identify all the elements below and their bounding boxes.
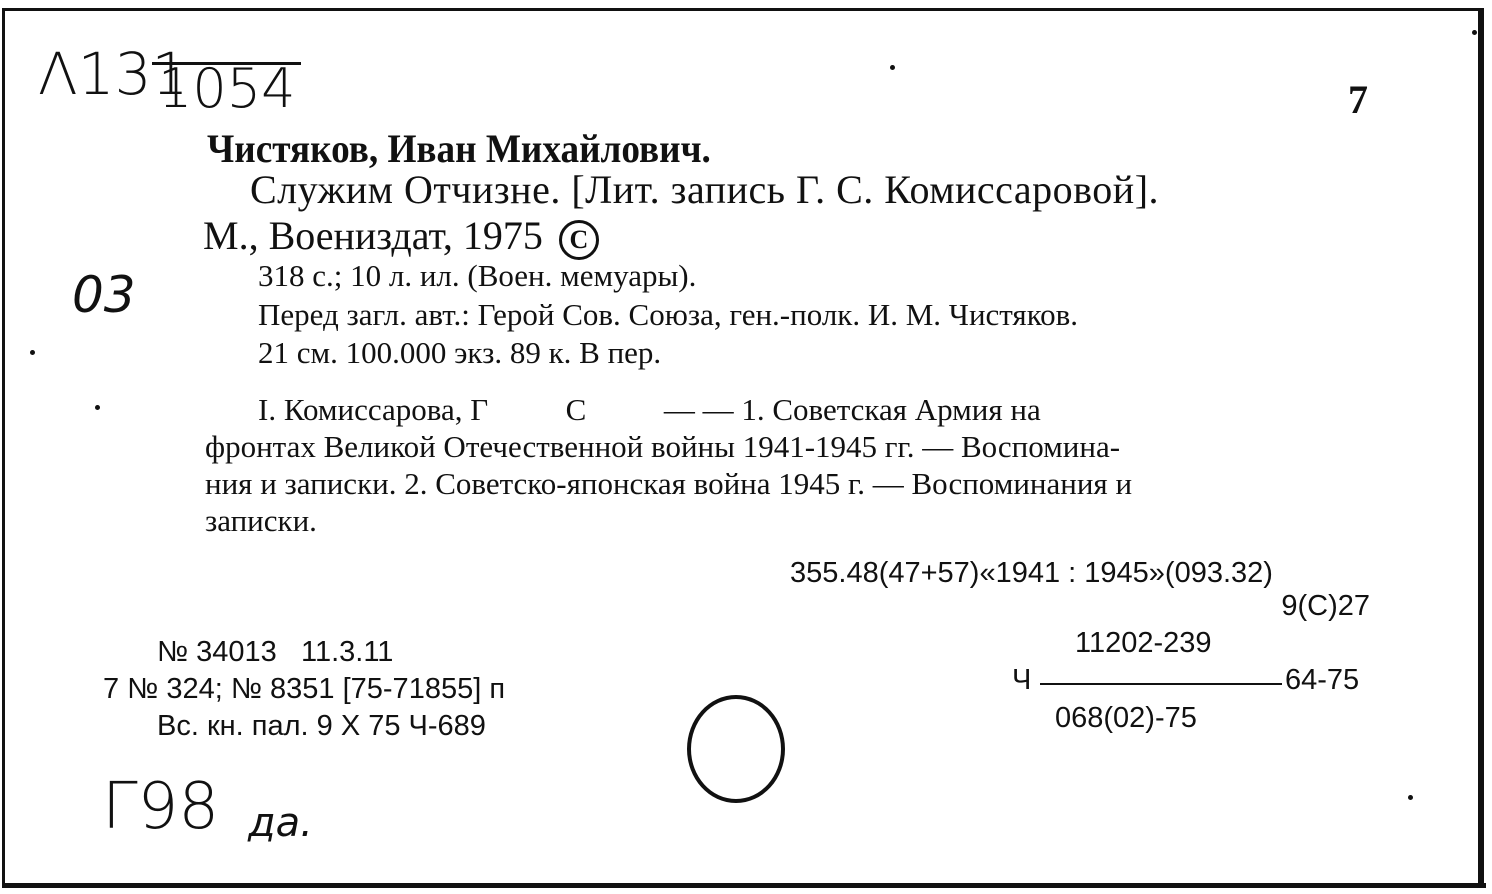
bbk-code: 9(С)27 [1281,590,1370,622]
card-border-left [2,8,5,888]
handwritten-bottom-initials: да. [248,800,313,846]
subject-line-4: записки. [205,503,317,538]
author-heading: Чистяков, Иван Михайлович. [207,126,711,171]
subject-line-3: ния и записки. 2. Советско-японская война 1945 г. — Воспоминания и [205,466,1133,501]
catalog-numerator: 11202-239 [1075,627,1212,659]
card-border-bottom [4,883,1486,888]
ink-speck [1408,795,1413,800]
handwritten-shelf-number: 1054 [152,62,301,113]
author-mark: Ч [1012,664,1032,696]
ink-speck [30,350,35,355]
imprint-text: М., Воениздат, 1975 [203,213,543,258]
right-code: 64-75 [1285,664,1360,696]
card-border-top [4,8,1484,11]
ink-speck [890,65,895,70]
handwritten-margin-code: 03 [72,266,136,324]
description-line-2: Перед загл. авт.: Герой Сов. Союза, ген.-полк. И. М. Чистяков. [258,297,1079,332]
page-number: 7 [1348,77,1368,122]
subject-line-2: фронтах Великой Отечественной войны 1941-1945 гг. — Воспомина- [205,429,1121,464]
description-line-1: 318 с.; 10 л. ил. (Воен. мемуары). [258,258,697,293]
description-line-3: 21 см. 100.000 экз. 89 к. В пер. [258,335,662,370]
subject-line-1: I. Комиссарова, Г С — — 1. Советская Армия на [258,392,1041,427]
handwritten-bottom-note: Г98 [102,770,220,844]
stamp-circle [687,695,785,803]
ink-speck [95,405,100,410]
card-border-right [1478,8,1484,888]
title-line-1: Служим Отчизне. [Лит. запись Г. С. Комиссаровой]. [250,167,1160,212]
publication-line-3: Вс. кн. пал. 9 X 75 Ч-689 [157,710,486,742]
fraction-divider [1040,683,1282,685]
publication-line-1: № 34013 11.3.11 [157,636,394,668]
title-line-2 [203,212,599,260]
publication-line-2: 7 № 324; № 8351 [75-71855] п [103,673,506,705]
udc-code: 355.48(47+57)«1941 : 1945»(093.32) [790,557,1273,589]
ink-speck [1472,30,1477,35]
catalog-denominator: 068(02)-75 [1055,702,1197,734]
copyright-icon: C [559,220,599,260]
handwritten-shelf-mark: Λ131 [38,40,189,108]
